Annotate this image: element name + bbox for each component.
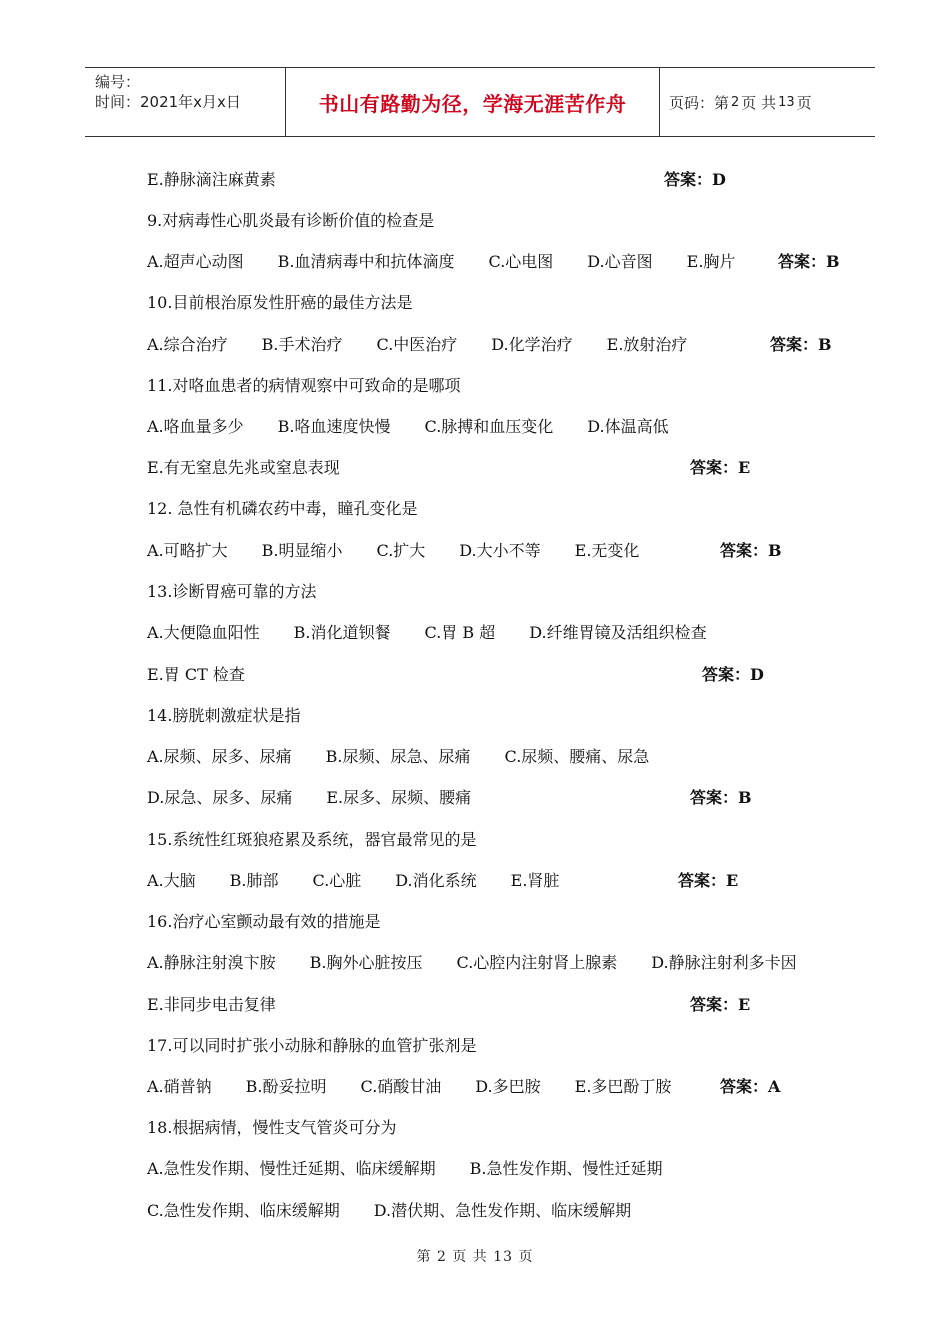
option: C.脉搏和血压变化 <box>424 417 554 436</box>
option: B.胸外心脏按压 <box>309 953 423 972</box>
option: C.中医治疗 <box>376 335 458 354</box>
option: A.超声心动图 <box>147 252 244 271</box>
answer-label: 答案：B <box>770 335 832 354</box>
option: E.肾脏 <box>510 871 560 890</box>
option: C.尿频、腰痛、尿急 <box>504 747 650 766</box>
option: B.咯血速度快慢 <box>277 417 391 436</box>
option-line <box>147 251 735 273</box>
answer-label: 答案：D <box>702 665 764 684</box>
option: B.急性发作期、慢性迁延期 <box>469 1159 663 1178</box>
option: E.无变化 <box>574 541 640 560</box>
serial-number-label: 编号： <box>95 73 141 91</box>
option: C.硝酸甘油 <box>360 1077 442 1096</box>
option: C.胃 B 超 <box>424 623 496 642</box>
option-line <box>147 787 471 809</box>
option: E.多巴酚丁胺 <box>574 1077 672 1096</box>
option: E.胸片 <box>686 252 736 271</box>
page-current: 2 <box>731 94 740 110</box>
option: D.尿急、尿多、尿痛 <box>147 788 293 807</box>
page-footer: 第 2 页 共 13 页 <box>416 1249 534 1265</box>
option: E.尿多、尿频、腰痛 <box>326 788 472 807</box>
option-line <box>147 1076 671 1098</box>
option-line: E.非同步电击复律 <box>147 995 276 1014</box>
page-total: 13 <box>778 94 795 110</box>
option-line <box>147 622 707 644</box>
option: D.潜伏期、急性发作期、临床缓解期 <box>373 1201 632 1220</box>
question-text: 16.治疗心室颤动最有效的措施是 <box>147 912 381 931</box>
answer-label: 答案：B <box>720 541 782 560</box>
option: C.扩大 <box>376 541 426 560</box>
option-line <box>147 334 687 356</box>
page-mid: 页 共 <box>741 93 777 112</box>
question-text: 9.对病毒性心肌炎最有诊断价值的检查是 <box>147 211 435 230</box>
header-meta <box>95 72 241 112</box>
option-line <box>147 746 649 768</box>
answer-label: 答案：B <box>778 252 840 271</box>
option: E.放射治疗 <box>606 335 688 354</box>
page-header <box>85 67 875 137</box>
date-label: 时间：2021年x月x日 <box>95 93 241 111</box>
question-text: 18.根据病情，慢性支气管炎可分为 <box>147 1118 397 1137</box>
option: D.纤维胃镜及活组织检查 <box>529 623 707 642</box>
option: D.化学治疗 <box>491 335 573 354</box>
option-line <box>147 1158 663 1180</box>
question-text: 14.膀胱刺激症状是指 <box>147 706 301 725</box>
question-text: 13.诊断胃癌可靠的方法 <box>147 582 317 601</box>
option: A.尿频、尿多、尿痛 <box>147 747 292 766</box>
option: B.肺部 <box>229 871 279 890</box>
option: B.消化道钡餐 <box>293 623 391 642</box>
option: A.硝普钠 <box>147 1077 212 1096</box>
option: D.大小不等 <box>459 541 541 560</box>
page-prefix: 页码：第 <box>669 93 730 112</box>
answer-label: 答案：E <box>690 458 751 477</box>
option-line <box>147 540 639 562</box>
question-text: 10.目前根治原发性肝癌的最佳方法是 <box>147 293 413 312</box>
option: A.综合治疗 <box>147 335 228 354</box>
option: D.静脉注射利多卡因 <box>651 953 797 972</box>
option: C.急性发作期、临床缓解期 <box>147 1201 340 1220</box>
option-line: E.静脉滴注麻黄素 <box>147 170 276 189</box>
option: D.消化系统 <box>395 871 477 890</box>
option: B.尿频、尿急、尿痛 <box>325 747 471 766</box>
option: B.血清病毒中和抗体滴度 <box>277 252 455 271</box>
option: D.多巴胺 <box>475 1077 541 1096</box>
question-text: 15.系统性红斑狼疮累及系统，器官最常见的是 <box>147 830 477 849</box>
answer-label: 答案：E <box>678 871 739 890</box>
option: C.心脏 <box>312 871 362 890</box>
option-line <box>147 416 669 438</box>
option: A.静脉注射溴卞胺 <box>147 953 276 972</box>
option-line: E.有无窒息先兆或窒息表现 <box>147 458 340 477</box>
option-line <box>147 952 797 974</box>
option: A.咯血量多少 <box>147 417 244 436</box>
header-divider <box>659 68 660 136</box>
option: A.急性发作期、慢性迁延期、临床缓解期 <box>147 1159 436 1178</box>
option: D.心音图 <box>587 252 653 271</box>
option-line <box>147 1200 631 1222</box>
page-suffix: 页 <box>796 93 812 112</box>
question-text: 11.对咯血患者的病情观察中可致命的是哪项 <box>147 376 461 395</box>
option: C.心电图 <box>488 252 554 271</box>
question-text: 12. 急性有机磷农药中毒，瞳孔变化是 <box>147 499 418 518</box>
option: D.体温高低 <box>587 417 669 436</box>
answer-label: 答案：D <box>664 170 726 189</box>
answer-label: 答案：B <box>690 788 752 807</box>
question-text: 17.可以同时扩张小动脉和静脉的血管扩张剂是 <box>147 1036 477 1055</box>
option: A.大便隐血阳性 <box>147 623 260 642</box>
option: B.明显缩小 <box>261 541 343 560</box>
option-line: E.胃 CT 检查 <box>147 665 245 684</box>
option: B.酚妥拉明 <box>245 1077 327 1096</box>
option: B.手术治疗 <box>261 335 343 354</box>
answer-label: 答案：A <box>720 1077 781 1096</box>
answer-label: 答案：E <box>690 995 751 1014</box>
header-motto: 书山有路勤为径，学海无涯苦作舟 <box>318 91 627 116</box>
option: A.可略扩大 <box>147 541 228 560</box>
option: A.大脑 <box>147 871 196 890</box>
option-line <box>147 870 559 892</box>
header-page-info <box>669 68 812 136</box>
option: C.心腔内注射肾上腺素 <box>456 953 618 972</box>
